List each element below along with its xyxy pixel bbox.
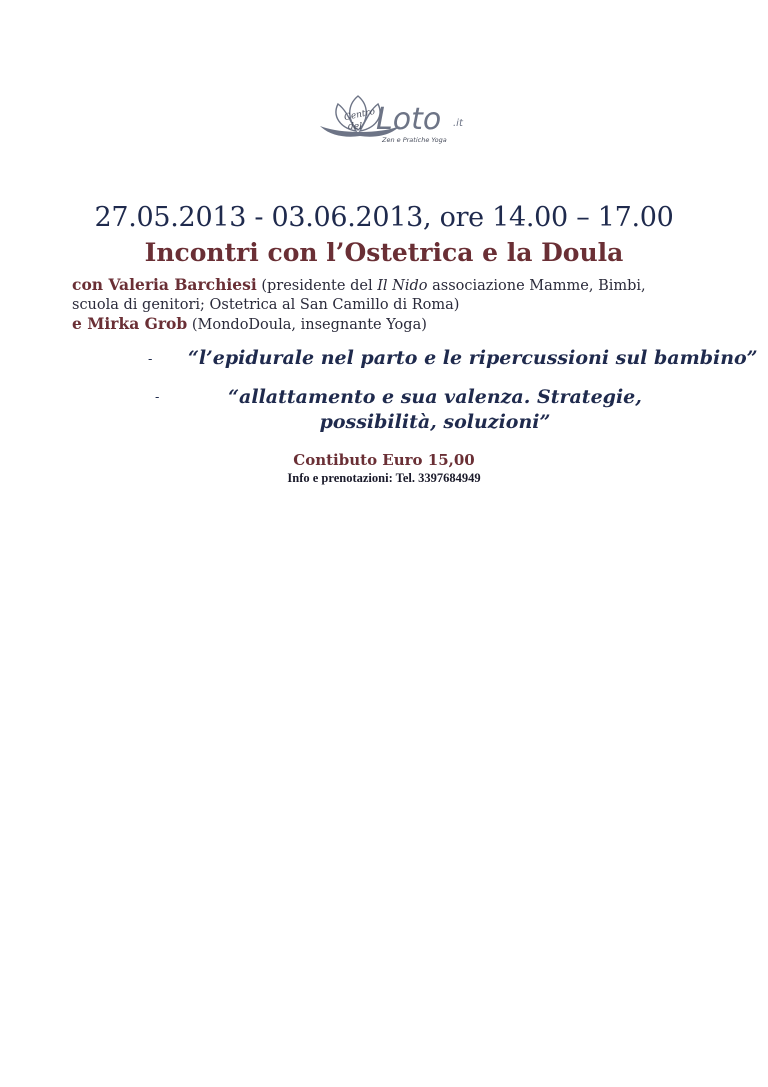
topic-2-bullet: - — [155, 390, 160, 405]
speaker-2-desc: (MondoDoula, insegnante Yoga) — [187, 317, 427, 333]
speaker-1-desc-b: associazione Mamme, Bimbi, scuola di genitori; Ostetrica al San Camillo di Roma) — [72, 278, 646, 313]
event-title: Incontri con l’Ostetrica e la Doula — [144, 238, 624, 267]
speaker-1-org: Il Nido — [377, 278, 428, 294]
speaker-1-name: con Valeria Barchiesi — [72, 275, 257, 294]
logo-word-del: del — [348, 122, 362, 132]
speaker-1-paragraph — [72, 275, 692, 315]
event-date-line: 27.05.2013 - 03.06.2013, ore 14.00 – 17.00 — [94, 202, 674, 233]
speaker-2-paragraph — [72, 314, 427, 333]
topic-1-bullet: - — [148, 352, 153, 367]
logo-brand: Loto — [376, 102, 442, 137]
booking-info: Info e prenotazioni: Tel. 3397684949 — [287, 471, 481, 485]
topic-1-text: “l’epidurale nel parto e le ripercussioni sul bambino” — [188, 347, 758, 369]
price-line: Contibuto Euro 15,00 — [293, 451, 475, 469]
speaker-2-name: e Mirka Grob — [72, 314, 188, 333]
logo-tagline: Zen e Pratiche Yoga — [382, 136, 447, 144]
speaker-1-desc-a: (presidente del — [256, 278, 378, 294]
centro-del-loto-logo — [316, 90, 476, 152]
topic-2-text: “allattamento e sua valenza. Strategie, possibilità, soluzioni” — [228, 386, 642, 433]
logo-word-centro: Centro — [343, 106, 377, 124]
logo-tld: .it — [453, 118, 463, 129]
